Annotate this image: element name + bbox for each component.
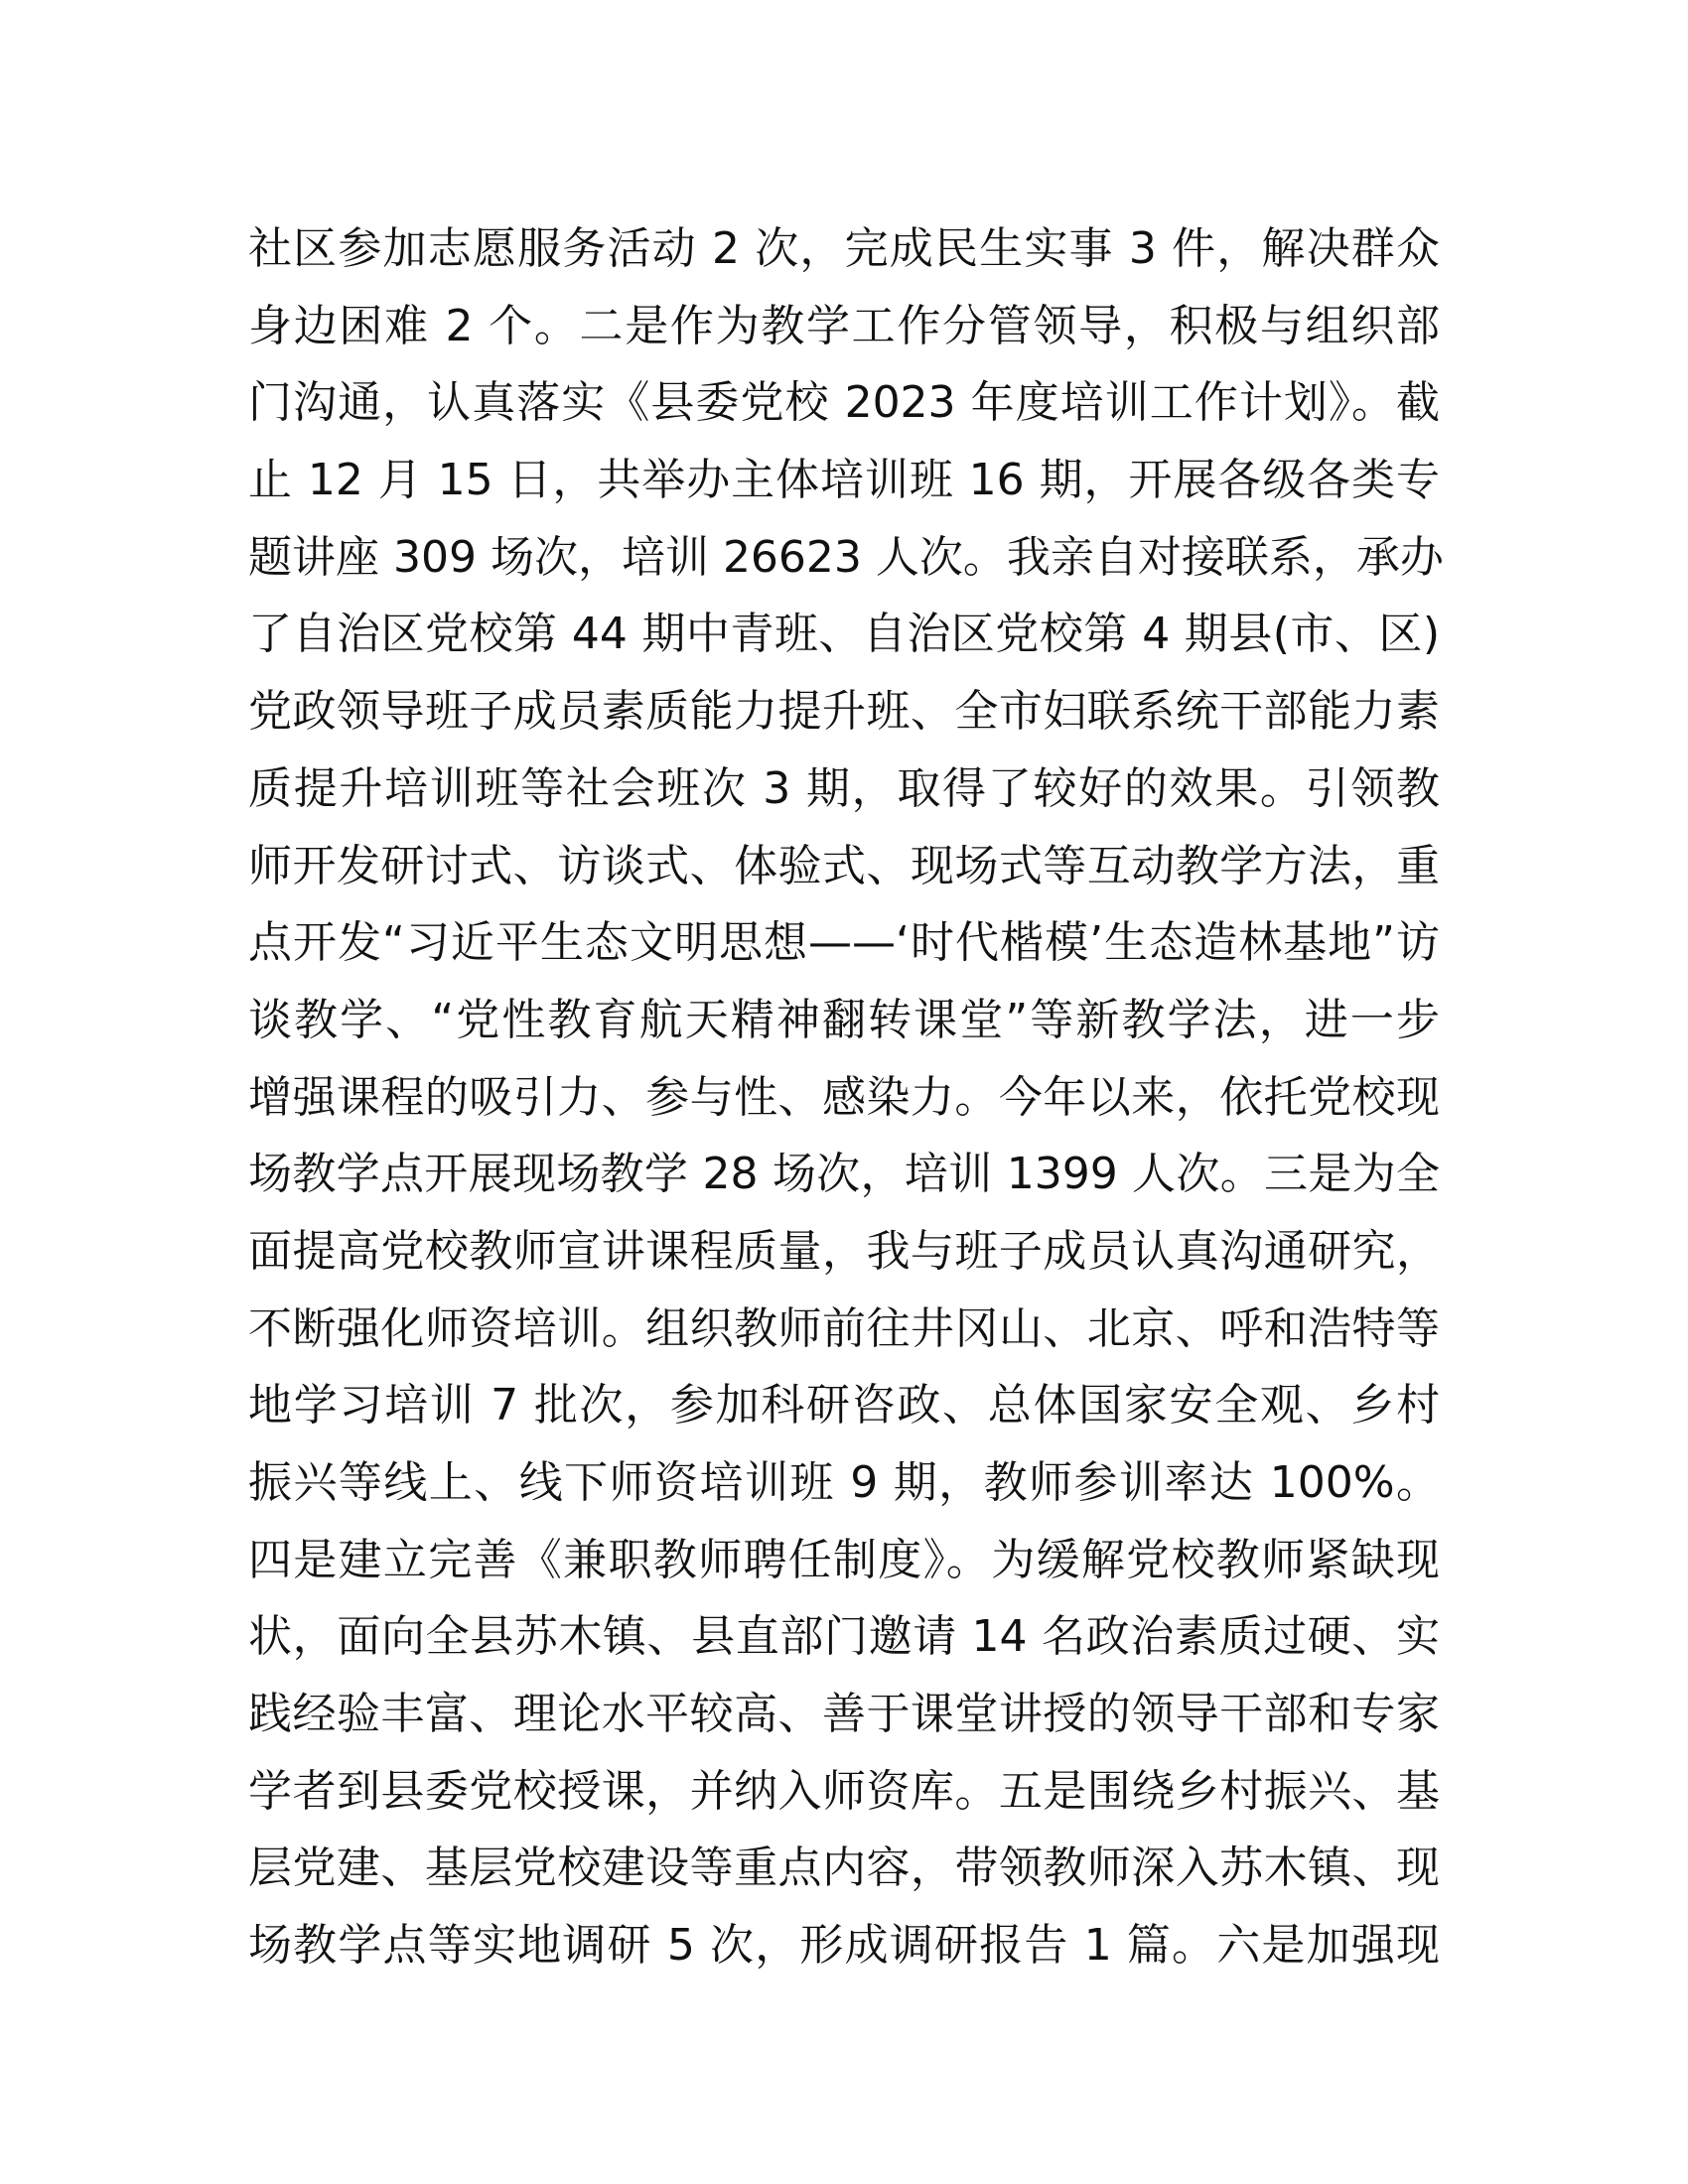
text-line: 了自治区党校第 44 期中青班、自治区党校第 4 期县(市、区)	[248, 609, 1440, 660]
text-line: 谈教学、“党性教育航天精神翻转课堂”等新教学法，进一步	[248, 994, 1440, 1045]
text-line: 践经验丰富、理论水平较高、善于课堂讲授的领导干部和专家	[248, 1689, 1440, 1740]
body-text	[248, 210, 1444, 1984]
text-line: 不断强化师资培训。组织教师前往井冈山、北京、呼和浩特等	[248, 1302, 1440, 1354]
text-line: 社区参加志愿服务活动 2 次，完成民生实事 3 件，解决群众	[248, 223, 1440, 274]
text-line: 振兴等线上、线下师资培训班 9 期，教师参训率达 100%。	[248, 1457, 1440, 1508]
text-line: 四是建立完善《兼职教师聘任制度》。为缓解党校教师紧缺现	[248, 1534, 1440, 1585]
text-line: 党政领导班子成员素质能力提升班、全市妇联系统干部能力素	[248, 686, 1440, 738]
text-line: 状，面向全县苏木镇、县直部门邀请 14 名政治素质过硬、实	[248, 1611, 1440, 1663]
text-line: 层党建、基层党校建设等重点内容，带领教师深入苏木镇、现	[248, 1843, 1440, 1894]
text-line: 增强课程的吸引力、参与性、感染力。今年以来，依托党校现	[248, 1071, 1440, 1123]
text-line: 点开发“习近平生态文明思想——‘时代楷模’生态造林基地”访	[248, 917, 1440, 969]
text-line: 场教学点等实地调研 5 次，形成调研报告 1 篇。六是加强现	[248, 1920, 1440, 1972]
text-line: 题讲座 309 场次，培训 26623 人次。我亲自对接联系，承办	[248, 531, 1444, 583]
text-line: 质提升培训班等社会班次 3 期，取得了较好的效果。引领教	[248, 762, 1440, 814]
text-line: 学者到县委党校授课，并纳入师资库。五是围绕乡村振兴、基	[248, 1765, 1440, 1817]
text-line: 门沟通，认真落实《县委党校 2023 年度培训工作计划》。截	[248, 377, 1440, 429]
text-line: 止 12 月 15 日，共举办主体培训班 16 期，开展各级各类专	[248, 455, 1440, 506]
text-line: 面提高党校教师宣讲课程质量，我与班子成员认真沟通研究，	[248, 1225, 1440, 1277]
text-line: 师开发研讨式、访谈式、体验式、现场式等互动教学方法，重	[248, 840, 1440, 891]
text-line: 身边困难 2 个。二是作为教学工作分管领导，积极与组织部	[248, 300, 1440, 351]
text-line: 场教学点开展现场教学 28 场次，培训 1399 人次。三是为全	[248, 1149, 1440, 1200]
text-line: 地学习培训 7 批次，参加科研咨政、总体国家安全观、乡村	[248, 1380, 1440, 1432]
